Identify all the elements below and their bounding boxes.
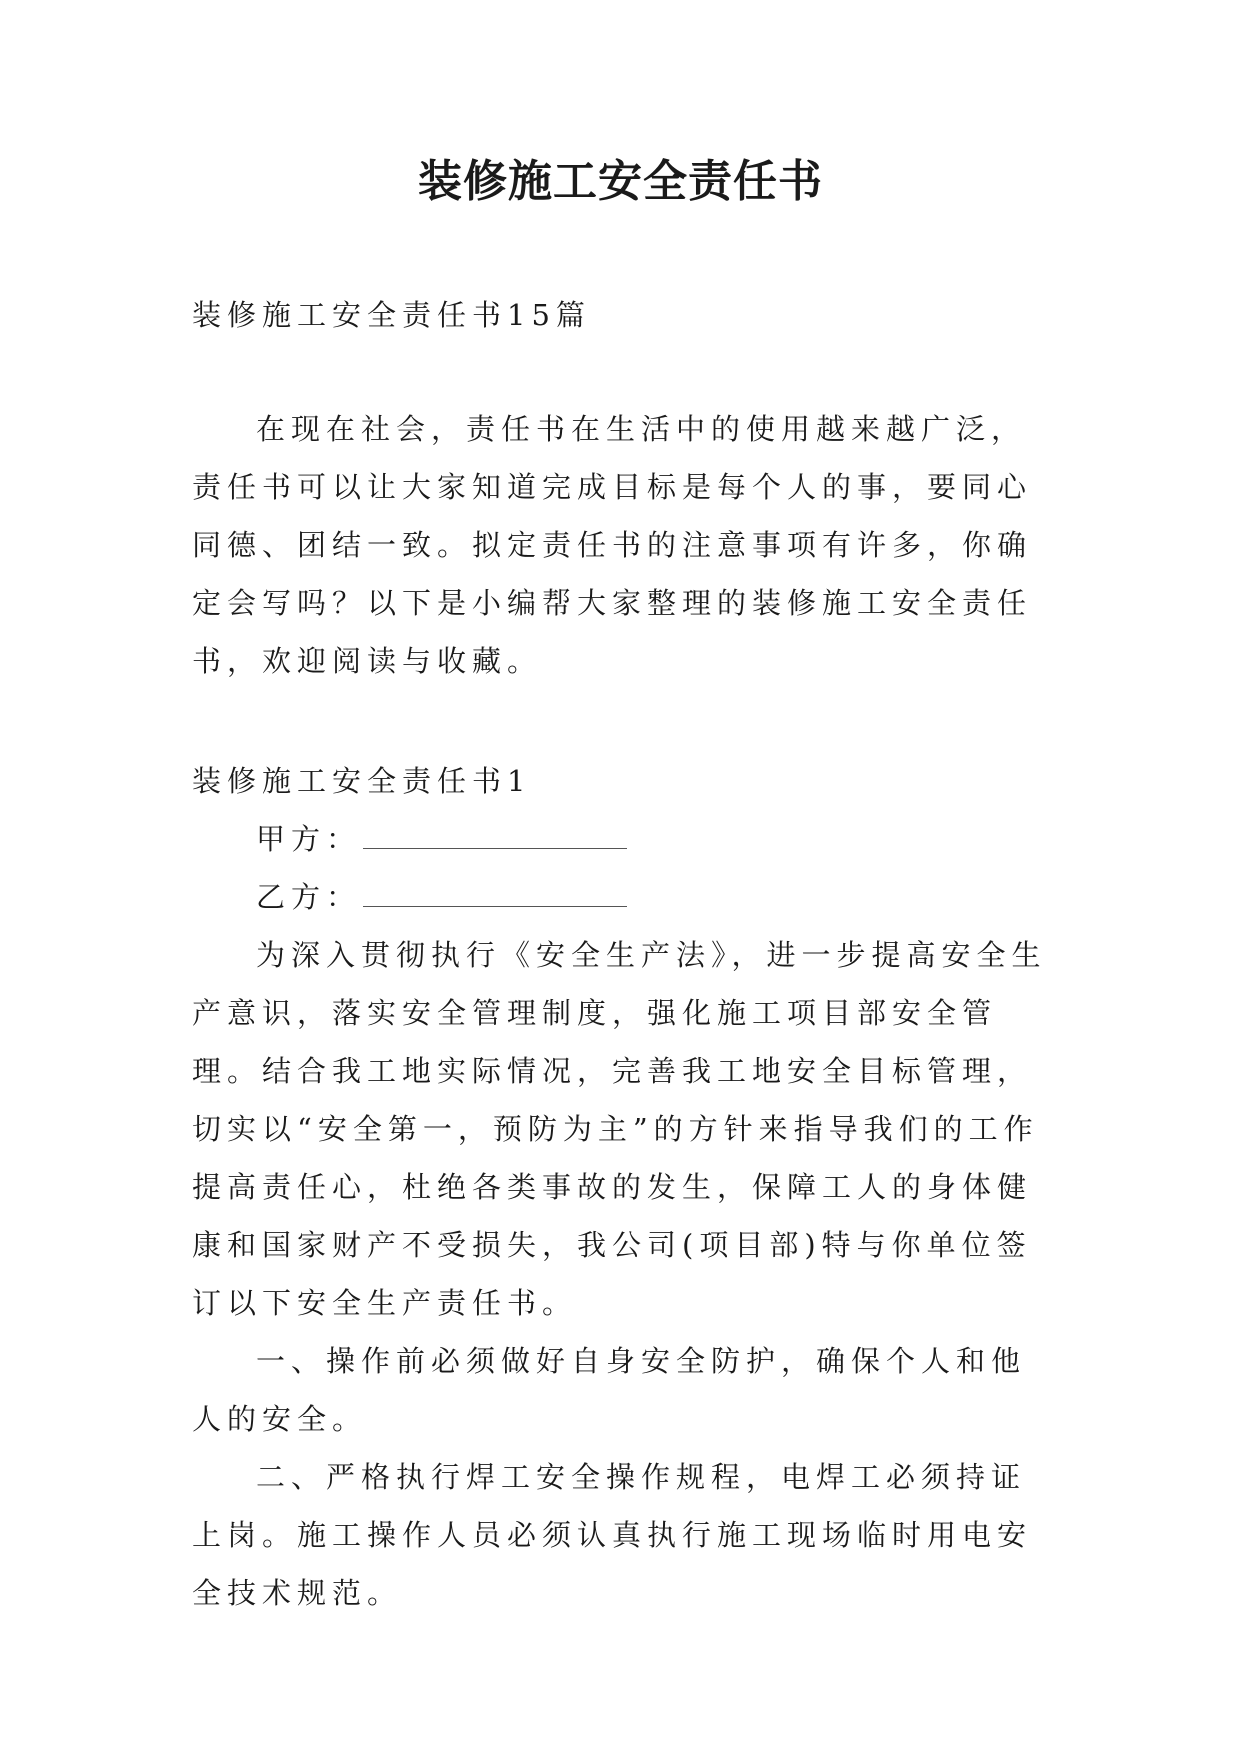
paragraph-1: 为深入贯彻执行《安全生产法》，进一步提高安全生产意识，落实安全管理制度，强化施工项目部安全管理。结合我工地实际情况，完善我工地安全目标管理，切实以“安全第一，预防为主”的方针来指导我们的工作提高责任心，杜绝各类事故的发生，保障工人的身体健康和国家财产不受损失，我公司(项目部)特与你单位签订以下安全生产责任书。 — [192, 938, 1047, 1320]
party-a-label: 甲方： — [256, 822, 362, 856]
party-b-blank — [363, 880, 627, 907]
document-subtitle: 装修施工安全责任书15篇 — [192, 298, 591, 332]
party-a-row — [192, 810, 1060, 868]
intro-paragraph: 在现在社会，责任书在生活中的使用越来越广泛，责任书可以让大家知道完成目标是每个人的事，要同心同德、团结一致。拟定责任书的注意事项有许多，你确定会写吗？以下是小编帮大家整理的装修施工安全责任书，欢迎阅读与收藏。 — [192, 412, 1033, 678]
section-heading: 装修施工安全责任书1 — [192, 764, 532, 798]
paragraph-3: 二、严格执行焊工安全操作规程，电焊工必须持证上岗。施工操作人员必须认真执行施工现场临时用电安全技术规范。 — [192, 1460, 1033, 1610]
section-1 — [192, 752, 1060, 1622]
document-title: 装修施工安全责任书 — [418, 156, 823, 207]
party-b-row — [192, 868, 1060, 926]
party-b-label: 乙方： — [256, 880, 362, 914]
paragraph-2: 一、操作前必须做好自身安全防护，确保个人和他人的安全。 — [192, 1344, 1027, 1436]
party-a-blank — [363, 822, 627, 849]
